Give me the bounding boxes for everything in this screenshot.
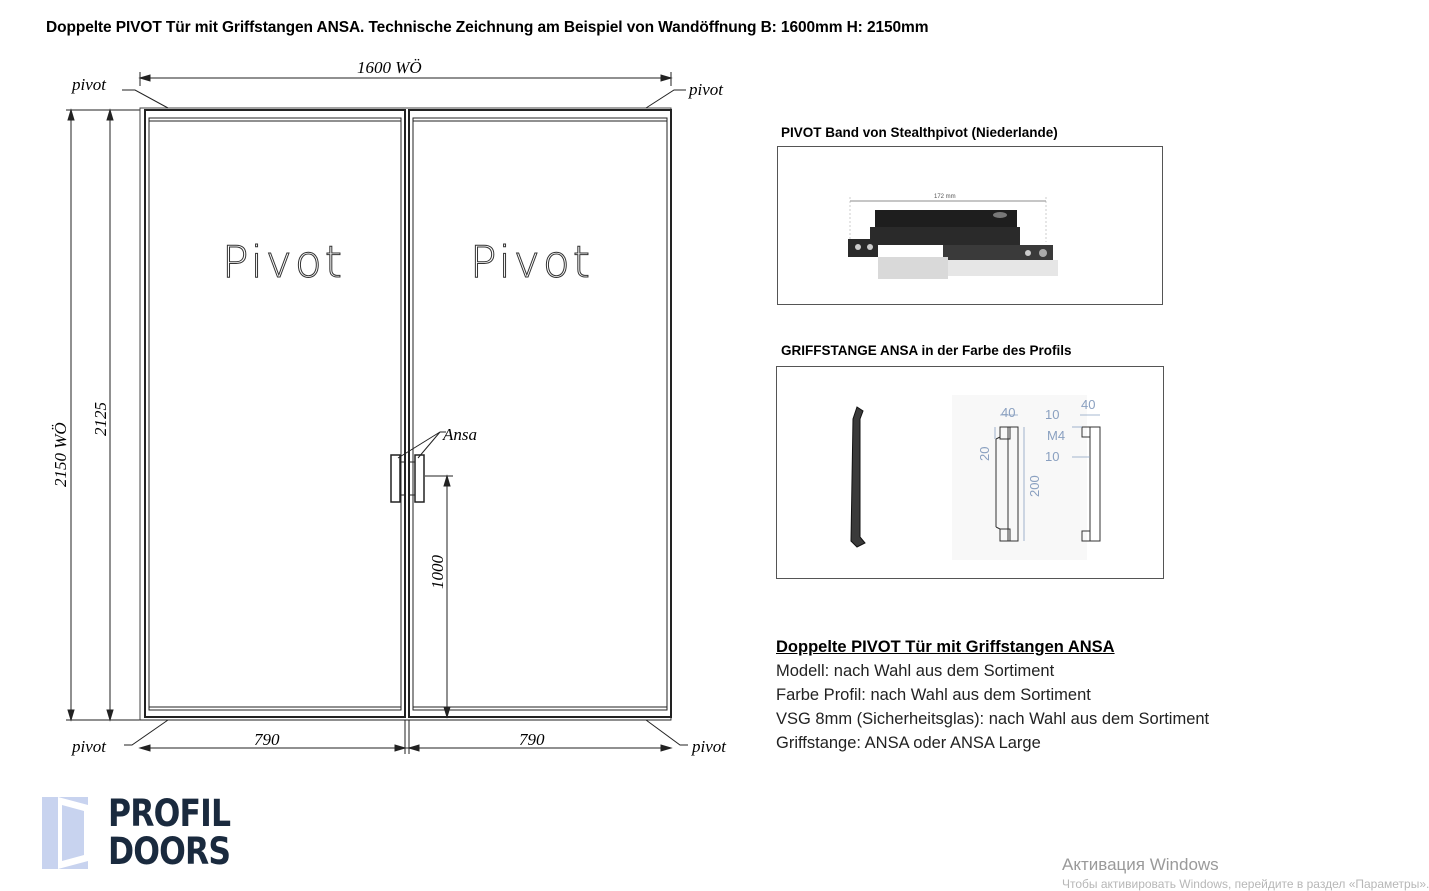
right-leaf-width-label: 790 xyxy=(519,730,545,749)
right-door-leaf xyxy=(409,110,671,717)
right-glass xyxy=(413,118,667,710)
handle-dim-40-a: 40 xyxy=(1001,405,1016,420)
description-heading: Doppelte PIVOT Tür mit Griffstangen ANSA xyxy=(776,638,1115,656)
handle-dim-10-a: 10 xyxy=(1045,407,1060,422)
pivot-hinge-image xyxy=(778,147,1162,304)
right-leaf-text: Pivot xyxy=(470,237,594,288)
door-logo-icon xyxy=(40,795,92,871)
handle-height-label: 1000 xyxy=(428,555,447,589)
handle-dim-m4: M4 xyxy=(1047,428,1066,443)
activation-watermark: Активация Windows xyxy=(1062,855,1219,874)
inner-height-label: 2125 xyxy=(91,402,110,436)
page-title: Doppelte PIVOT Tür mit Griffstangen ANSA. Technische Zeichnung am Beispiel von Wandöffnung B: 1600mm H: 2150mm xyxy=(46,19,929,36)
activation-watermark-subtext: Чтобы активировать Windows, перейдите в раздел «Параметры». xyxy=(1062,877,1429,891)
handle-dim-40-b: 40 xyxy=(1081,397,1096,412)
handle-panel-caption: GRIFFSTANGE ANSA in der Farbe des Profils xyxy=(781,343,1072,358)
height-label: 2150 WÖ xyxy=(51,422,70,487)
description-line-glass: VSG 8mm (Sicherheitsglas): nach Wahl aus dem Sortiment xyxy=(776,710,1210,728)
door-drawing xyxy=(0,0,760,780)
profil-doors-logo xyxy=(40,792,231,873)
handle-drawing xyxy=(777,367,1163,578)
handle-dim-20: 20 xyxy=(977,446,992,461)
left-leaf-text: Pivot xyxy=(222,237,346,288)
left-leaf-width-label: 790 xyxy=(254,730,280,749)
pivot-dimension-label: 172 mm xyxy=(934,194,956,200)
handle-right xyxy=(415,455,424,502)
pivot-label-bottom-right: pivot xyxy=(692,737,726,756)
handle-dim-200: 200 xyxy=(1027,475,1042,497)
handle-dim-10-b: 10 xyxy=(1045,449,1060,464)
left-glass xyxy=(149,118,401,710)
logo-line-1: PROFIL xyxy=(108,792,231,835)
handle-label: Ansa xyxy=(443,425,477,444)
handle-panel xyxy=(776,366,1164,579)
pivot-label-bottom-left: pivot xyxy=(72,737,106,756)
description-line-color: Farbe Profil: nach Wahl aus dem Sortiment xyxy=(776,686,1091,704)
description-block xyxy=(776,635,1209,755)
description-line-handle: Griffstange: ANSA oder ANSA Large xyxy=(776,734,1041,752)
pivot-label-top-right: pivot xyxy=(689,80,723,99)
pivot-panel-caption: PIVOT Band von Stealthpivot (Niederlande) xyxy=(781,125,1058,140)
left-door-leaf xyxy=(145,110,405,717)
pivot-panel xyxy=(777,146,1163,305)
handle-left xyxy=(391,455,400,502)
logo-line-2: DOORS xyxy=(108,830,231,873)
width-label: 1600 WÖ xyxy=(357,58,422,77)
description-line-model: Modell: nach Wahl aus dem Sortiment xyxy=(776,662,1055,680)
pivot-label-top-left: pivot xyxy=(72,75,106,94)
